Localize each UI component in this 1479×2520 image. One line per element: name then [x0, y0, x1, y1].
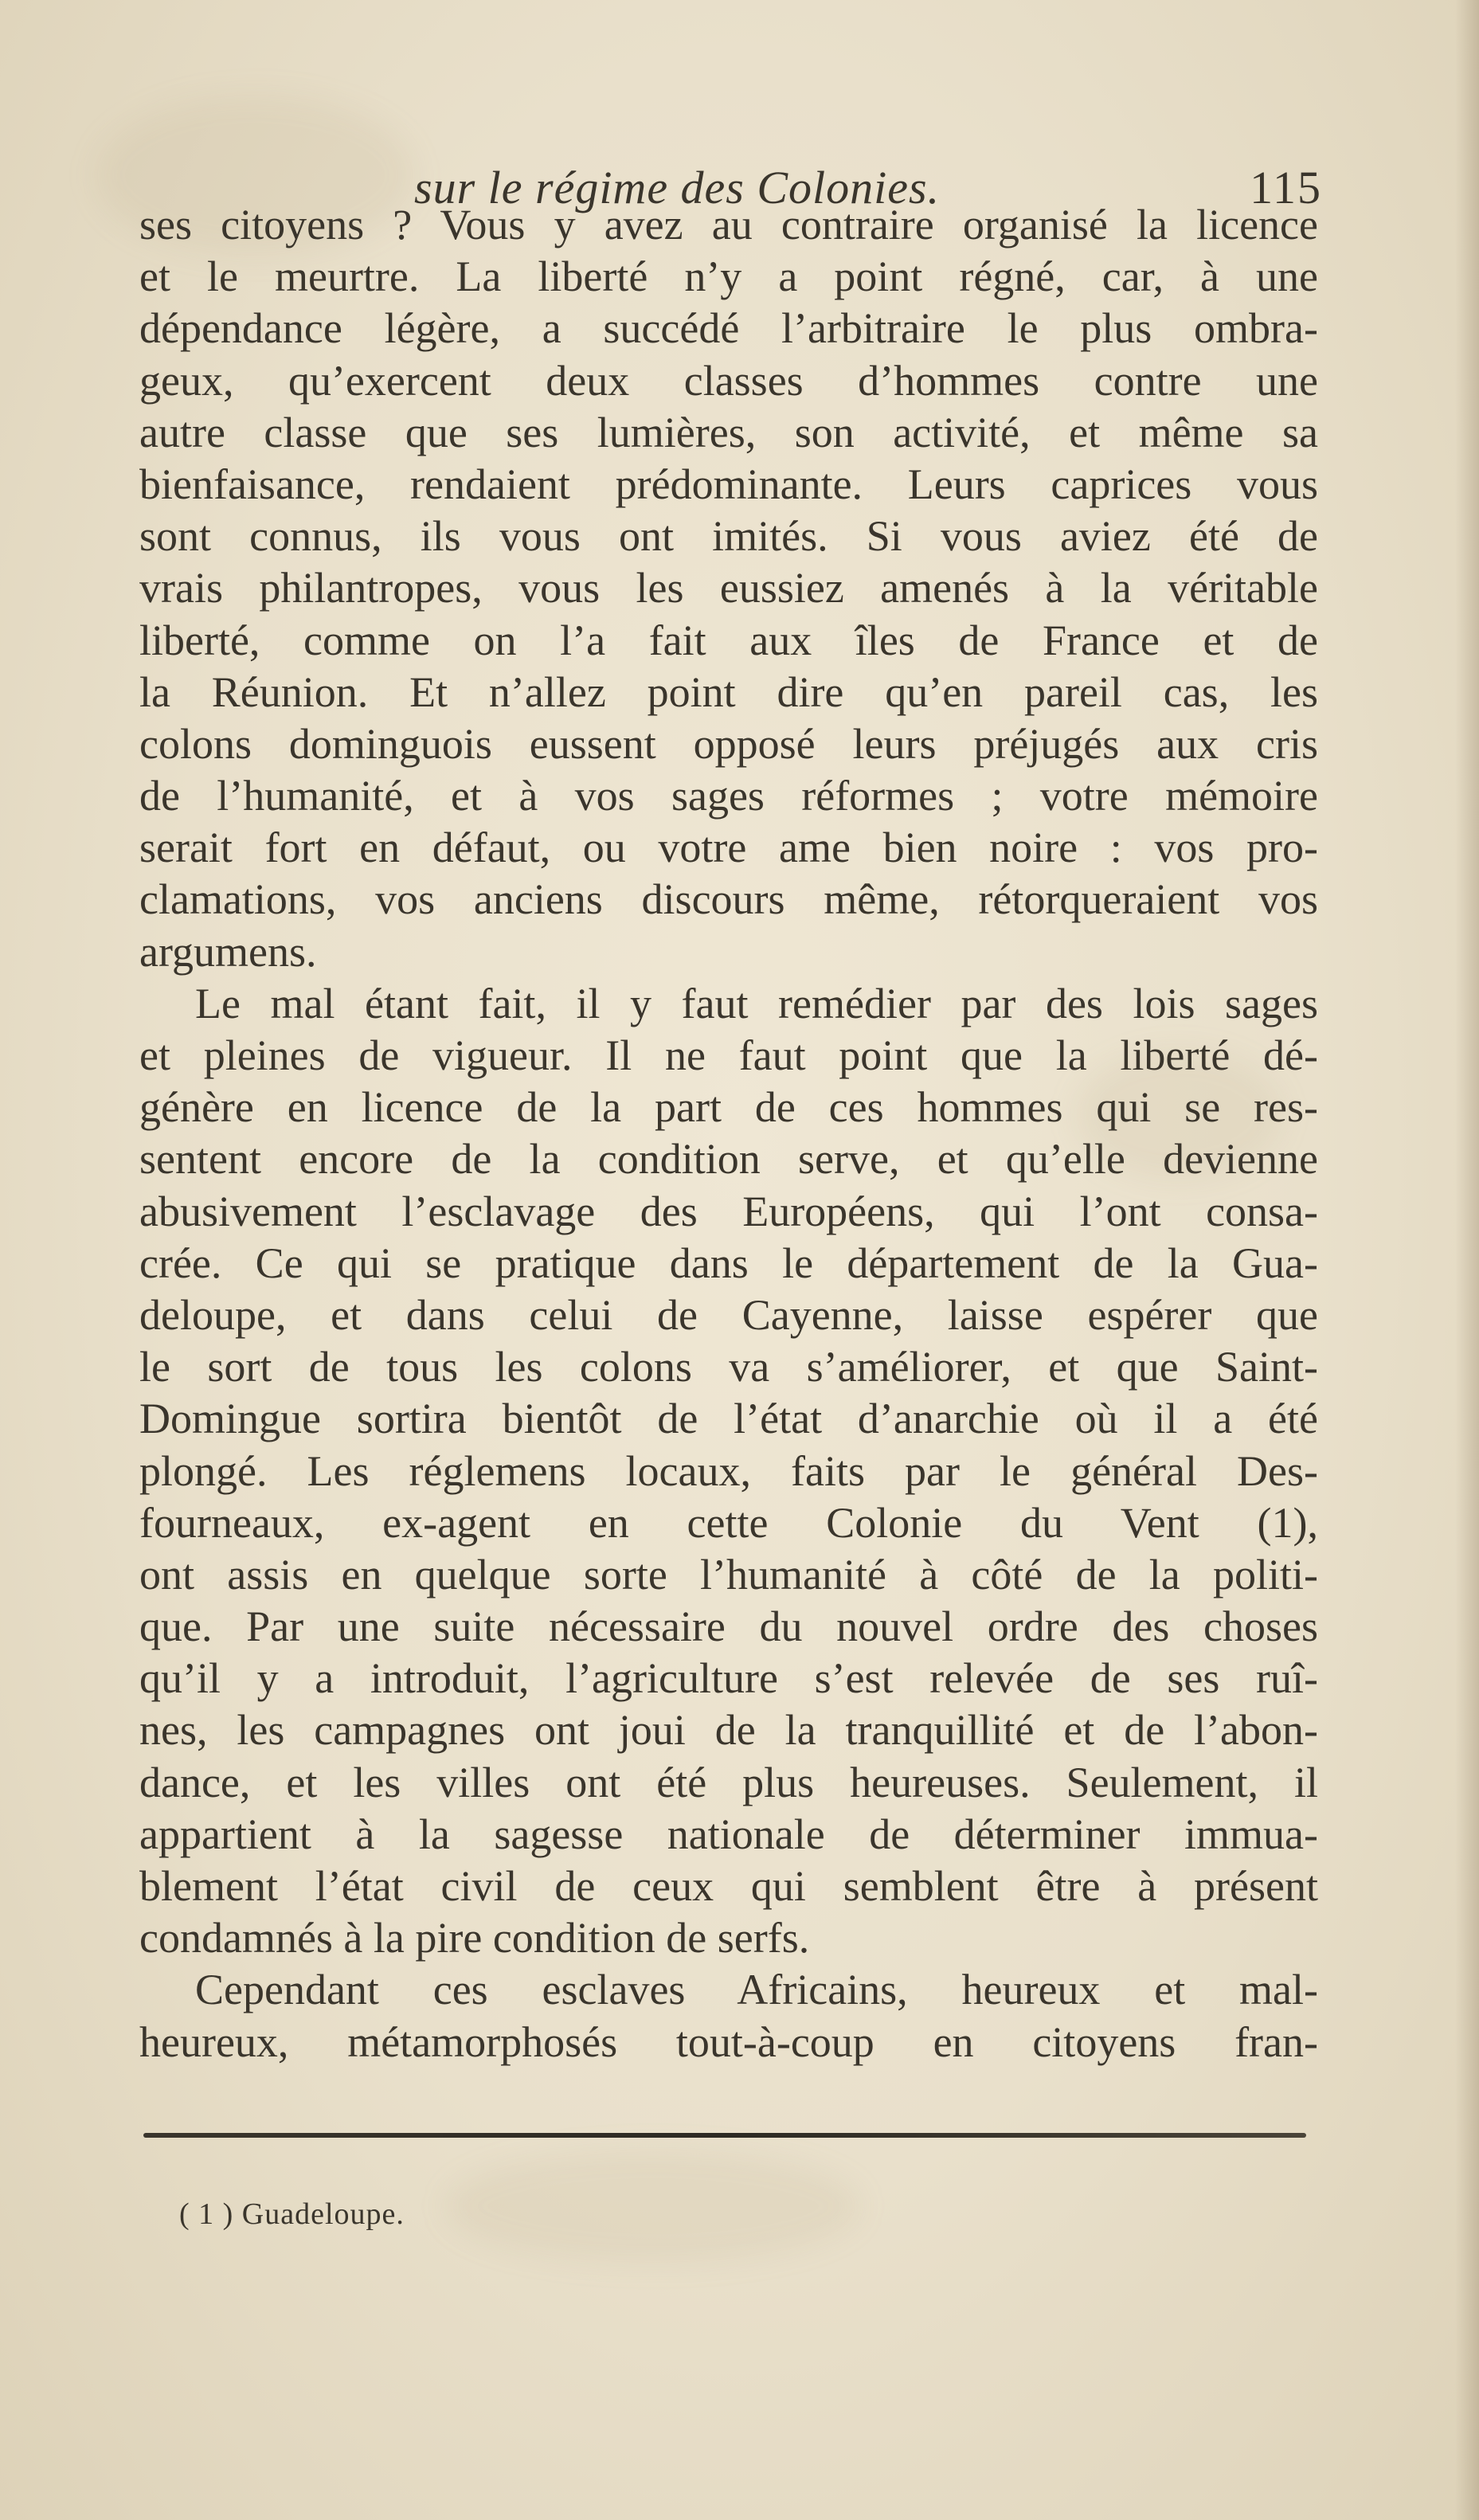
text-line: bienfaisance, rendaient prédominante. Leurs caprices vous [139, 460, 1318, 508]
body-text [139, 199, 1318, 2068]
footnote: ( 1 ) Guadeloupe. [179, 2197, 405, 2231]
text-line: colons dominguois eussent opposé leurs préjugés aux cris [139, 719, 1318, 768]
text-line: et pleines de vigueur. Il ne faut point que la liberté dé- [139, 1031, 1318, 1079]
text-line: vrais philantropes, vous les eussiez amenés à la véritable [139, 564, 1318, 612]
text-line: sont connus, ils vous ont imités. Si vous aviez été de [139, 512, 1318, 561]
paragraph-start-line: Le mal étant fait, il y faut remédier par des lois sages [195, 979, 1318, 1027]
text-line: deloupe, et dans celui de Cayenne, laisse espérer que [139, 1290, 1318, 1339]
text-line: fourneaux, ex-agent en cette Colonie du Vent (1), [139, 1498, 1318, 1547]
running-title: sur le régime des Colonies. [414, 162, 941, 213]
text-line: crée. Ce qui se pratique dans le département de la Gua- [139, 1238, 1318, 1287]
text-line: dépendance légère, a succédé l’arbitraire le plus ombra- [139, 304, 1318, 353]
text-line: la Réunion. Et n’allez point dire qu’en pareil cas, les [139, 667, 1318, 716]
text-line: ses citoyens ? Vous y avez au contraire organisé la licence [139, 201, 1318, 248]
paragraph-end-line: argumens. [139, 927, 317, 976]
text-line: génère en licence de la part de ces hommes qui se res- [139, 1083, 1318, 1132]
text-line: plongé. Les réglemens locaux, faits par le général Des- [139, 1446, 1318, 1495]
text-line: blement l’état civil de ceux qui semblent être à présent [139, 1862, 1318, 1910]
page-edge-shadow [1455, 0, 1479, 2520]
text-line: de l’humanité, et à vos sages réformes ; votre mémoire [139, 772, 1318, 820]
paragraph-start-line: Cependant ces esclaves Africains, heureux et mal- [195, 1966, 1318, 2014]
text-line: clamations, vos anciens discours même, rétorqueraient vos [139, 875, 1318, 924]
text-line: autre classe que ses lumières, son activité, et même sa [139, 408, 1318, 456]
paper-stain [446, 2150, 860, 2262]
footnote-rule [143, 2133, 1306, 2138]
text-line: geux, qu’exercent deux classes d’hommes contre une [139, 356, 1318, 405]
page-number: 115 [1250, 162, 1322, 213]
text-line: abusivement l’esclavage des Européens, qui l’ont consa- [139, 1187, 1318, 1235]
text-line: liberté, comme on l’a fait aux îles de France et de [139, 616, 1318, 664]
text-line: qu’il y a introduit, l’agriculture s’est relevée de ses ruî- [139, 1654, 1318, 1703]
text-line: Domingue sortira bientôt de l’état d’anarchie où il a été [139, 1395, 1318, 1443]
text-line: serait fort en défaut, ou votre ame bien noire : vos pro- [139, 824, 1318, 872]
text-line: que. Par une suite nécessaire du nouvel ordre des choses [139, 1602, 1318, 1651]
text-line: sentent encore de la condition serve, et qu’elle devienne [139, 1135, 1318, 1184]
text-line: dance, et les villes ont été plus heureuses. Seulement, il [139, 1758, 1318, 1806]
text-line: appartient à la sagesse nationale de déterminer immua- [139, 1810, 1318, 1858]
text-line: et le meurtre. La liberté n’y a point régné, car, à une [139, 252, 1318, 301]
text-line: ont assis en quelque sorte l’humanité à côté de la politi- [139, 1550, 1318, 1598]
text-line: heureux, métamorphosés tout-à-coup en citoyens fran- [139, 2017, 1318, 2066]
paragraph-end-line: condamnés à la pire condition de serfs. [139, 1914, 810, 1962]
text-line: nes, les campagnes ont joui de la tranquillité et de l’abon- [139, 1706, 1318, 1755]
text-line: le sort de tous les colons va s’améliorer, et que Saint- [139, 1343, 1318, 1391]
